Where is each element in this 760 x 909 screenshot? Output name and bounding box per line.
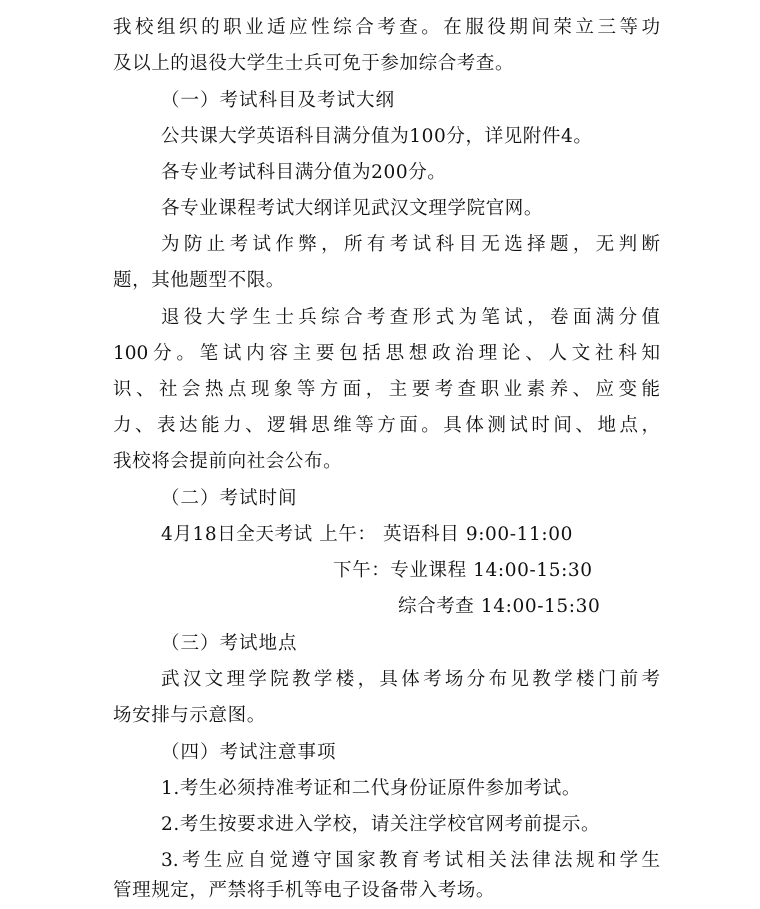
intro-line-2: 及以上的退役大学生士兵可免于参加综合考查。 (113, 53, 515, 74)
section3-para-line-2: 场安排与示意图。 (113, 705, 266, 726)
notice-item-1: 1.考生必须持准考证和二代身份证原件参加考试。 (161, 778, 581, 799)
section1-para-2: 各专业考试科目满分值为200分。 (161, 162, 447, 183)
section1-para-4-line-1: 为防止考试作弊，所有考试科目无选择题，无判断 (161, 234, 660, 255)
notice-item-3-line-2: 管理规定，严禁将手机等电子设备带入考场。 (113, 880, 496, 901)
section4-heading: （四）考试注意事项 (161, 742, 337, 763)
section1-heading: （一）考试科目及考试大纲 (161, 90, 396, 111)
section1-para-3: 各专业课程考试大纲详见武汉文理学院官网。 (161, 198, 544, 219)
section1-para-5-line-1: 退役大学生士兵综合考查形式为笔试，卷面满分值 (161, 307, 660, 328)
section1-para-1: 公共课大学英语科目满分值为100分，详见附件4。 (161, 126, 593, 147)
section3-para-line-1: 武汉文理学院教学楼，具体考场分布见教学楼门前考 (161, 669, 660, 690)
intro-line-1: 我校组织的职业适应性综合考查。在服役期间荣立三等功 (113, 17, 660, 38)
schedule-line-3: 综合考查 14:00-15:30 (398, 596, 601, 617)
section2-heading: （二）考试时间 (161, 488, 298, 509)
section1-para-4-line-2: 题，其他题型不限。 (113, 270, 285, 291)
notice-item-3-line-1: 3.考生应自觉遵守国家教育考试相关法律法规和学生 (161, 850, 660, 871)
section1-para-5-line-4: 力、表达能力、逻辑思维等方面。具体测试时间、地点， (113, 415, 660, 436)
schedule-line-2: 下午：专业课程 14:00-15:30 (333, 560, 593, 581)
section1-para-5-line-5: 我校将会提前向社会公布。 (113, 451, 343, 472)
schedule-line-1: 4月18日全天考试 上午： 英语科目 9:00-11:00 (161, 524, 573, 545)
section1-para-5-line-2: 100分。笔试内容主要包括思想政治理论、人文社科知 (113, 343, 660, 364)
section3-heading: （三）考试地点 (161, 633, 298, 654)
section1-para-5-line-3: 识、社会热点现象等方面，主要考查职业素养、应变能 (113, 379, 660, 400)
notice-item-2: 2.考生按要求进入学校，请关注学校官网考前提示。 (161, 814, 601, 835)
